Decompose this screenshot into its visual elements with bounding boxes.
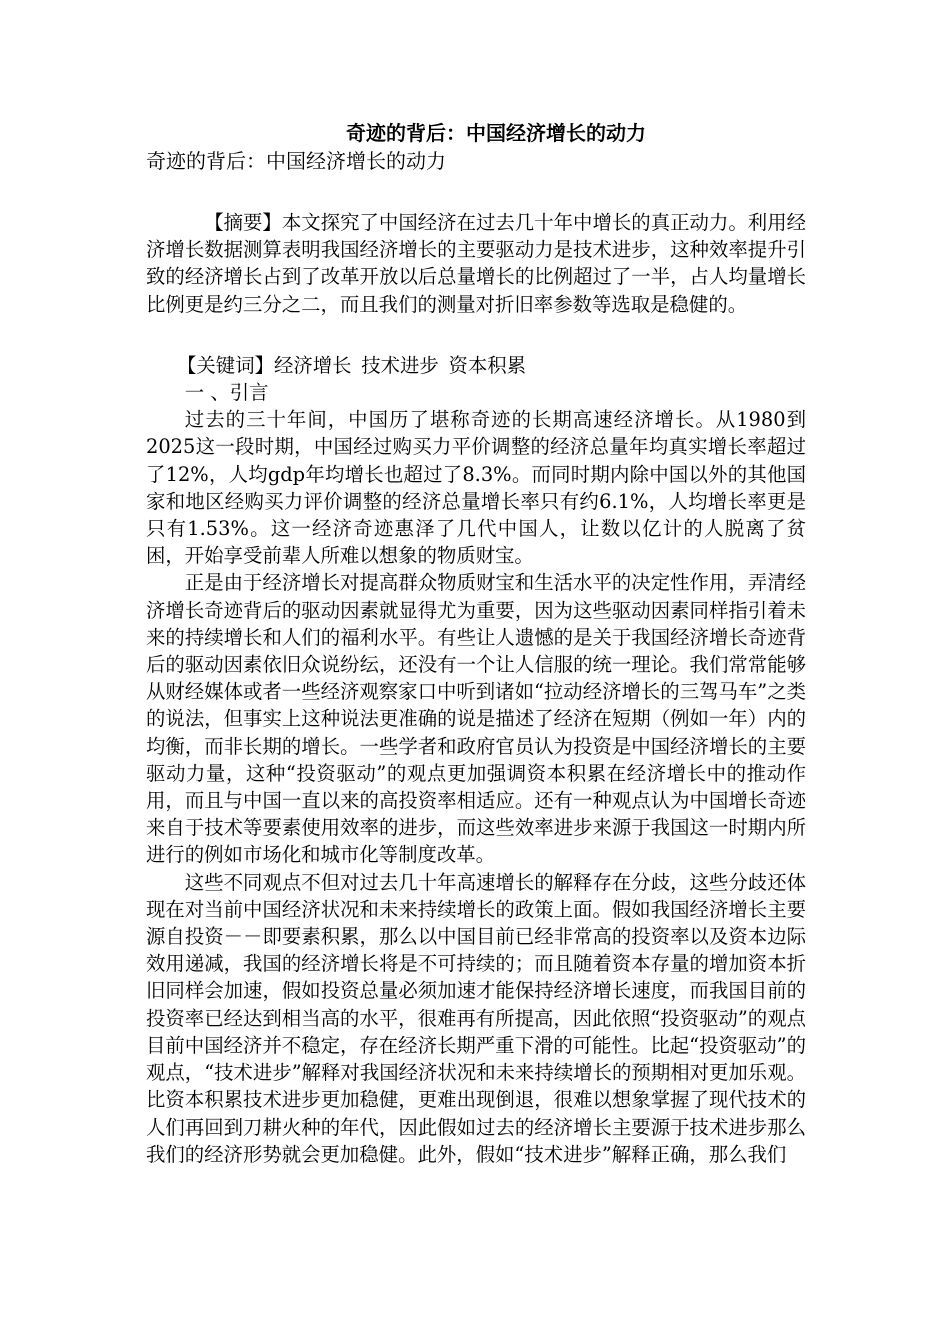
keyword: 技术进步 (361, 353, 439, 377)
document-title: 奇迹的背后：中国经济增长的动力 (346, 121, 646, 145)
document-page (146, 118, 806, 1168)
keywords-label: 【关键词】 (177, 353, 274, 377)
body-paragraph: 正是由于经济增长对提高群众物质财宝和生活水平的决定性作用，弄清经济增长奇迹背后的驱动因素就显得尤为重要，因为这些驱动因素同样指引着未来的持续增长和人们的福利水平。有些让人遗憾的是关于我国经济增长奇迹背后的驱动因素依旧众说纷纭，还没有一个让人信服的统一理论。我们常常能够从财经媒体或者一些经济观察家口中听到诸如“拉动经济增长的三驾马车”之类的说法，但事实上这种说法更准确的说是描述了经济在短期（例如一年）内的均衡，而非长期的增长。一些学者和政府官员认为投资是中国经济增长的主要驱动力量，这种“投资驱动”的观点更加强调资本积累在经济增长中的推动作用，而且与中国一直以来的高投资率相适应。还有一种观点认为中国增长奇迹来自于技术等要素使用效率的进步，而这些效率进步来源于我国这一时期内所进行的例如市场化和城市化等制度改革。 (146, 571, 806, 867)
document-subtitle: 奇迹的背后：中国经济增长的动力 (146, 149, 446, 173)
abstract-paragraph: 【摘要】本文探究了中国经济在过去几十年中增长的真正动力。利用经济增长数据测算表明我国经济增长的主要驱动力是技术进步，这种效率提升引致的经济增长占到了改革开放以后总量增长的比例超过了一半，占人均量增长比例更是约三分之二，而且我们的测量对折旧率参数等选取是稳健的。 (146, 211, 806, 316)
keywords-line (146, 352, 806, 379)
section-heading: 一 、引言 (184, 381, 269, 405)
body-paragraph: 过去的三十年间，中国历了堪称奇迹的长期高速经济增长。从1980到2025这一段时期，中国经过购买力平价调整的经济总量年均真实增长率超过了12%，人均gdp年均增长也超过了8.3%。而同时期内除中国以外的其他国家和地区经购买力评价调整的经济总量增长率只有约6.1%，人均增长率更是只有1.53%。这一经济奇迹惠泽了几代中国人，让数以亿计的人脱离了贫困，开始享受前辈人所难以想象的物质财宝。 (146, 408, 806, 568)
keyword: 资本积累 (448, 353, 527, 377)
keyword: 经济增长 (273, 353, 352, 377)
body-paragraph: 这些不同观点不但对过去几十年高速增长的解释存在分歧，这些分歧还体现在对当前中国经济状况和未来持续增长的政策上面。假如我国经济增长主要源自投资－－即要素积累，那么以中国目前已经非常高的投资率以及资本边际效用递减，我国的经济增长将是不可持续的；而且随着资本存量的增加资本折旧同样会加速，假如投资总量必须加速才能保持经济增长速度，而我国目前的投资率已经达到相当高的水平，很难再有所提高，因此依照“投资驱动”的观点目前中国经济并不稳定，存在经济长期严重下滑的可能性。比起“投资驱动”的观点，“技术进步”解释对我国经济状况和未来持续增长的预期相对更加乐观。比资本积累技术进步更加稳健，更难出现倒退，很难以想象掌握了现代技术的人们再回到刀耕火种的年代，因此假如过去的经济增长主要源于技术进步那么我们的经济形势就会更加稳健。此外，假如“技术进步”解释正确，那么我们 (146, 870, 806, 1166)
